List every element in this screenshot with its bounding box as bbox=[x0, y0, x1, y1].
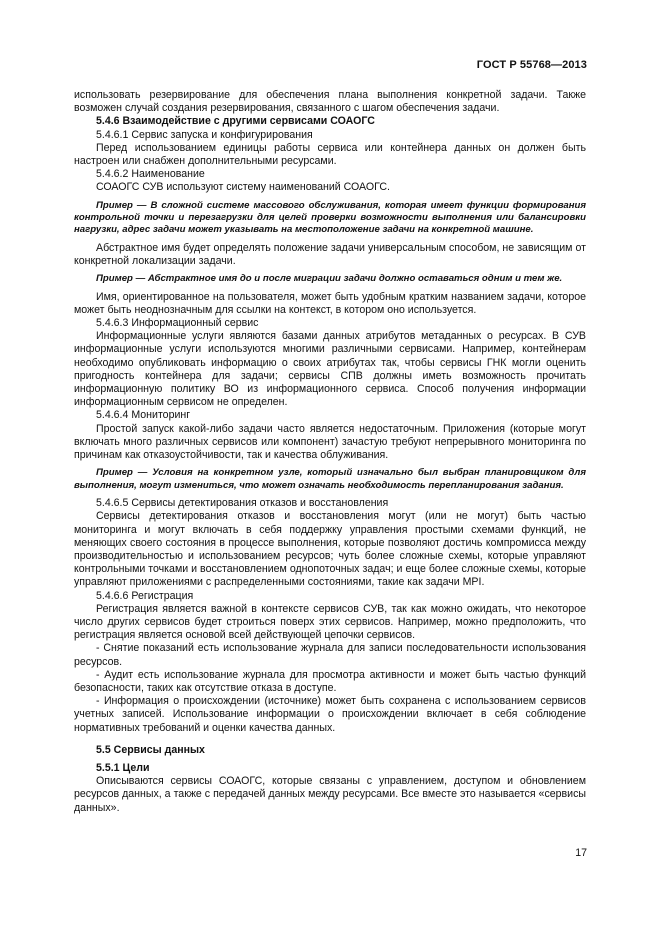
list-item-provenance: - Информация о происхождении (источнике) может быть сохранена с использованием сервисов учетных записей. Использование информации о происхождении включает в себя соблюдение нормативных требований и оценки качества данных. bbox=[74, 695, 586, 734]
subsection-heading-5-4-6-1: 5.4.6.1 Сервис запуска и конфигурирования bbox=[96, 128, 313, 141]
list-item-audit: - Аудит есть использование журнала для просмотра активности и может быть частью функций безопасности, таких как отсутствие отказа в доступе. bbox=[74, 668, 586, 694]
paragraph-registration: Регистрация является важной в контексте сервисов СУВ, так как можно ожидать, что некоторое число других сервисов будет строиться поверх этих сервисов. Например, можно предположить, что регистрация является основой всей действующей цепочки сервисов. bbox=[74, 602, 586, 642]
section-heading-5-5-1: 5.5.1 Цели bbox=[96, 761, 150, 774]
document-body bbox=[74, 89, 586, 815]
example-rescheduling: Пример — Условия на конкретном узле, который изначально был выбран планировщиком для выполнения, могут измениться, что может означать необходимость перепланирования задания. bbox=[74, 467, 586, 491]
paragraph-failure-detection: Сервисы детектирования отказов и восстановления могут (или не могут) быть частью мониторинга и могут включать в себя поддержку управления простыми схемами функций, не меняющих своего состояния в процессе выполнения, которые позволяют достичь компромисса между производительностью и использованием ресурсов; чуть более сложные схемы, которые управляют контрольными точками и восстановлением однопоточных задач; и еще более сложные схемы, которые управляют приложениями с распределенными состояниями, такие как задачи MPI. bbox=[74, 510, 586, 589]
document-id-header: ГОСТ Р 55768—2013 bbox=[476, 59, 587, 71]
subsection-heading-5-4-6-5: 5.4.6.5 Сервисы детектирования отказов и восстановления bbox=[96, 497, 389, 510]
section-heading-5-4-6: 5.4.6 Взаимодействие с другими сервисами СОАОГС bbox=[96, 115, 375, 128]
paragraph-info-service: Информационные услуги являются базами данных атрибутов метаданных о ресурсах. В СУВ информационные услуги используются многими различными сервисами. Например, контейнерам необходимо опубликовать информацию о своих атрибутах так, чтобы сервисы ГНК могли оценить пригодность контейнера для задачи; сервисы СПВ должны иметь возможность прочитать информационную политику ВО из информационного сервиса. Способ получения информации информационным сервисом не определен. bbox=[74, 330, 586, 409]
subsection-heading-5-4-6-4: 5.4.6.4 Мониторинг bbox=[96, 409, 191, 422]
paragraph-user-name: Имя, ориентированное на пользователя, может быть удобным кратким названием задачи, которое может быть неоднозначным для ссылки на контекст, в котором оно используется. bbox=[74, 290, 586, 316]
example-migration: Пример — Абстрактное имя до и после миграции задачи должно оставаться одним и тем же. bbox=[96, 273, 563, 285]
list-item-metering: - Снятие показаний есть использование журнала для записи последовательности использования ресурсов. bbox=[74, 642, 586, 668]
paragraph-continuation: использовать резервирование для обеспечения плана выполнения конкретной задачи. Также возможен случай создания резервирования, связанного с шагом обеспечения задачи. bbox=[74, 89, 586, 115]
paragraph-naming: СОАОГС СУВ используют систему наименований СОАОГС. bbox=[96, 181, 390, 194]
example-checkpoint: Пример — В сложной системе массового обслуживания, которая имеет функции формирования контрольной точки и перезагрузки для целей проверки возможности выполнения или балансировки нагрузки, адрес задачи может указывать на местоположение задачи на конкретной машине. bbox=[74, 199, 586, 236]
paragraph-setup: Перед использованием единицы работы сервиса или контейнера данных он должен быть настроен или снабжен дополнительными ресурсами. bbox=[74, 141, 586, 168]
subsection-heading-5-4-6-6: 5.4.6.6 Регистрация bbox=[96, 589, 194, 602]
section-heading-5-5: 5.5 Сервисы данных bbox=[96, 743, 205, 756]
subsection-heading-5-4-6-3: 5.4.6.3 Информационный сервис bbox=[96, 317, 259, 330]
paragraph-monitoring: Простой запуск какой-либо задачи часто является недостаточным. Приложения (которые могут включать много различных сервисов или компонент) зачастую требуют непрерывного мониторинга по причинам как отказоустойчивости, так и качества облуживания. bbox=[74, 422, 586, 462]
paragraph-data-services: Описываются сервисы СОАОГС, которые связаны с управлением, доступом и обновлением ресурсов данных, а также с передачей данных между ресурсами. Все вместе это называется «сервисы данных». bbox=[74, 775, 586, 814]
paragraph-abstract-name: Абстрактное имя будет определять положение задачи универсальным способом, не зависящим от конкретной локализации задачи. bbox=[74, 241, 586, 268]
page-number: 17 bbox=[575, 847, 587, 859]
subsection-heading-5-4-6-2: 5.4.6.2 Наименование bbox=[96, 168, 205, 181]
